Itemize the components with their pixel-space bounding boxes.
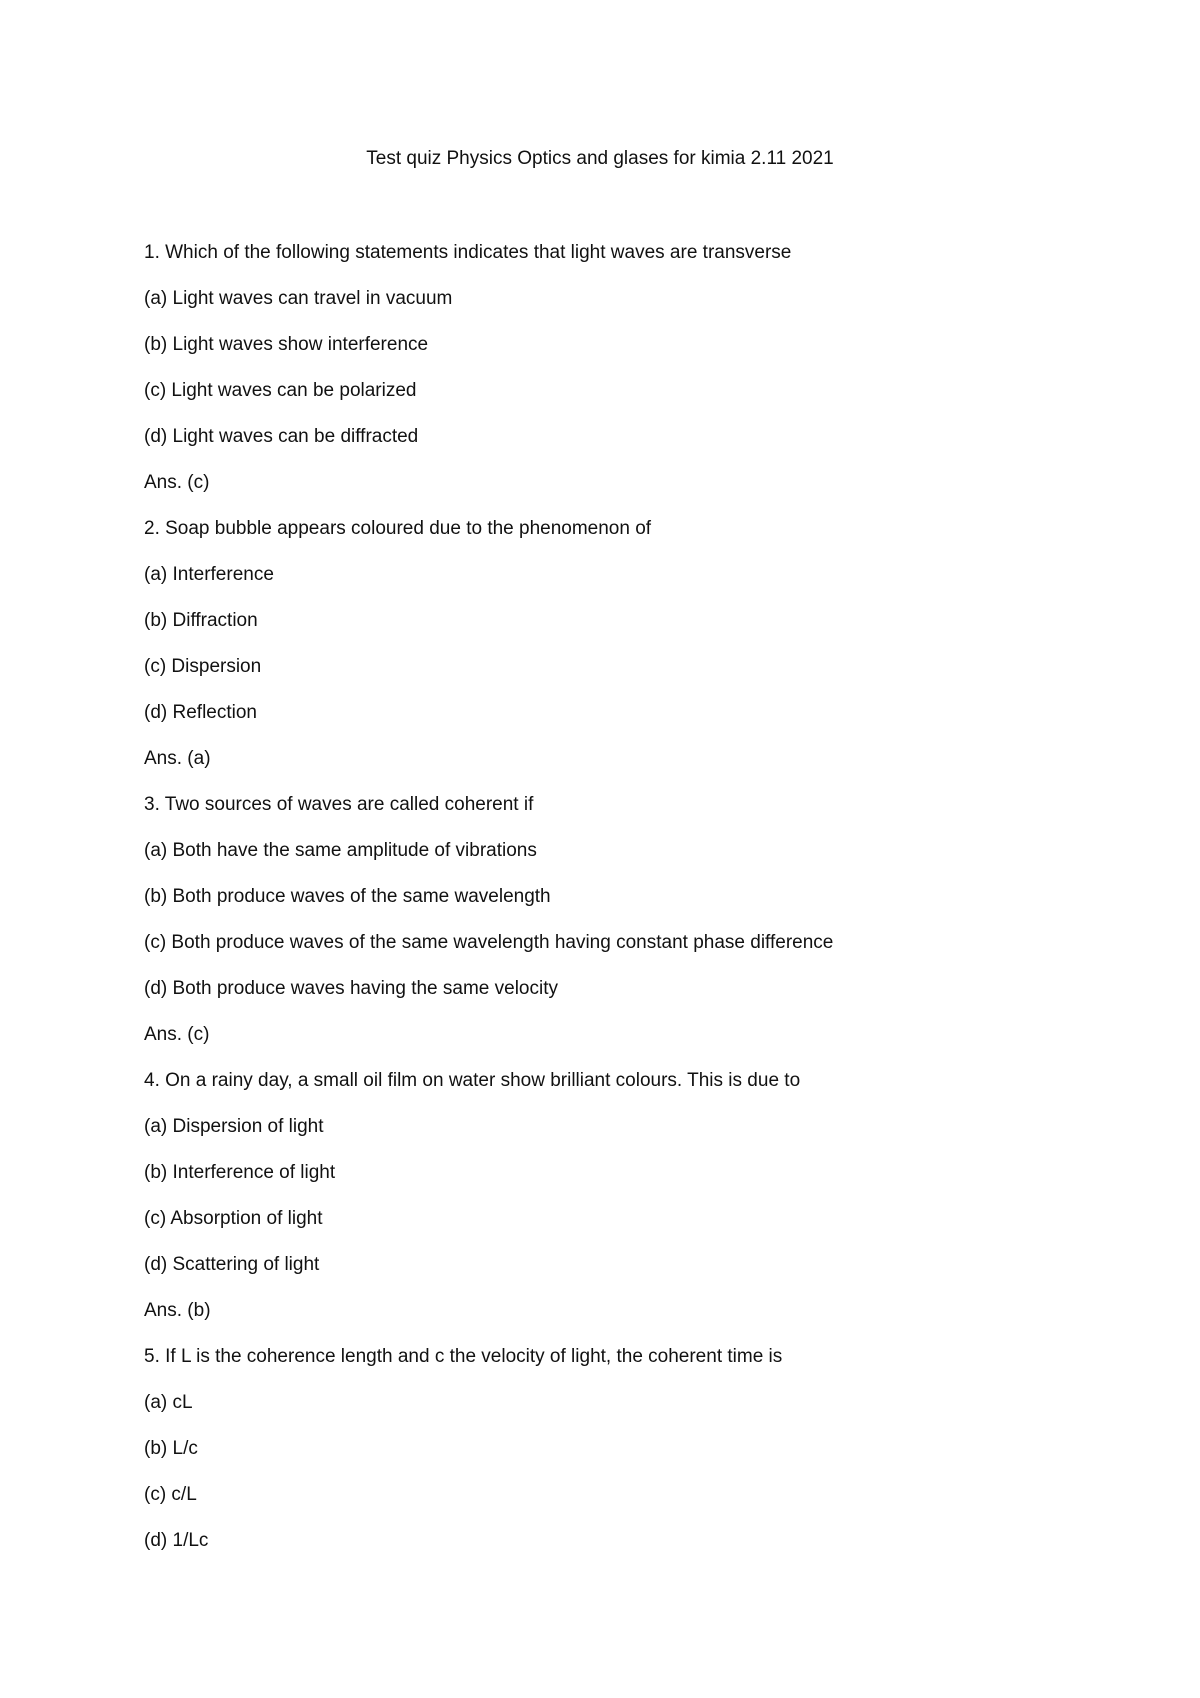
option-c: (c) Both produce waves of the same wavelength having constant phase difference <box>144 932 834 953</box>
option-d: (d) Scattering of light <box>144 1254 320 1275</box>
option-c: (c) Dispersion <box>144 656 262 677</box>
option-d: (d) 1/Lc <box>144 1530 209 1551</box>
question-text: 4. On a rainy day, a small oil film on water show brilliant colours. This is due to <box>144 1070 801 1091</box>
option-c: (c) Absorption of light <box>144 1208 323 1229</box>
option-b: (b) Light waves show interference <box>144 334 429 355</box>
option-d: (d) Reflection <box>144 702 257 723</box>
option-d: (d) Both produce waves having the same velocity <box>144 978 558 999</box>
question-text: 2. Soap bubble appears coloured due to the phenomenon of <box>144 518 652 539</box>
option-b: (b) L/c <box>144 1438 198 1459</box>
option-a: (a) Interference <box>144 564 274 585</box>
answer-text: Ans. (c) <box>144 472 210 493</box>
question-text: 5. If L is the coherence length and c the velocity of light, the coherent time is <box>144 1346 783 1367</box>
option-a: (a) Light waves can travel in vacuum <box>144 288 453 309</box>
option-c: (c) Light waves can be polarized <box>144 380 417 401</box>
question-text: 3. Two sources of waves are called coherent if <box>144 794 534 815</box>
answer-text: Ans. (a) <box>144 748 211 769</box>
answer-text: Ans. (b) <box>144 1300 211 1321</box>
page-title: Test quiz Physics Optics and glases for kimia 2.11 2021 <box>366 148 834 169</box>
option-b: (b) Diffraction <box>144 610 258 631</box>
option-a: (a) cL <box>144 1392 193 1413</box>
option-d: (d) Light waves can be diffracted <box>144 426 419 447</box>
option-c: (c) c/L <box>144 1484 197 1505</box>
option-b: (b) Both produce waves of the same wavelength <box>144 886 551 907</box>
answer-text: Ans. (c) <box>144 1024 210 1045</box>
option-a: (a) Dispersion of light <box>144 1116 324 1137</box>
option-a: (a) Both have the same amplitude of vibrations <box>144 840 537 861</box>
question-text: 1. Which of the following statements indicates that light waves are transverse <box>144 242 792 263</box>
option-b: (b) Interference of light <box>144 1162 336 1183</box>
